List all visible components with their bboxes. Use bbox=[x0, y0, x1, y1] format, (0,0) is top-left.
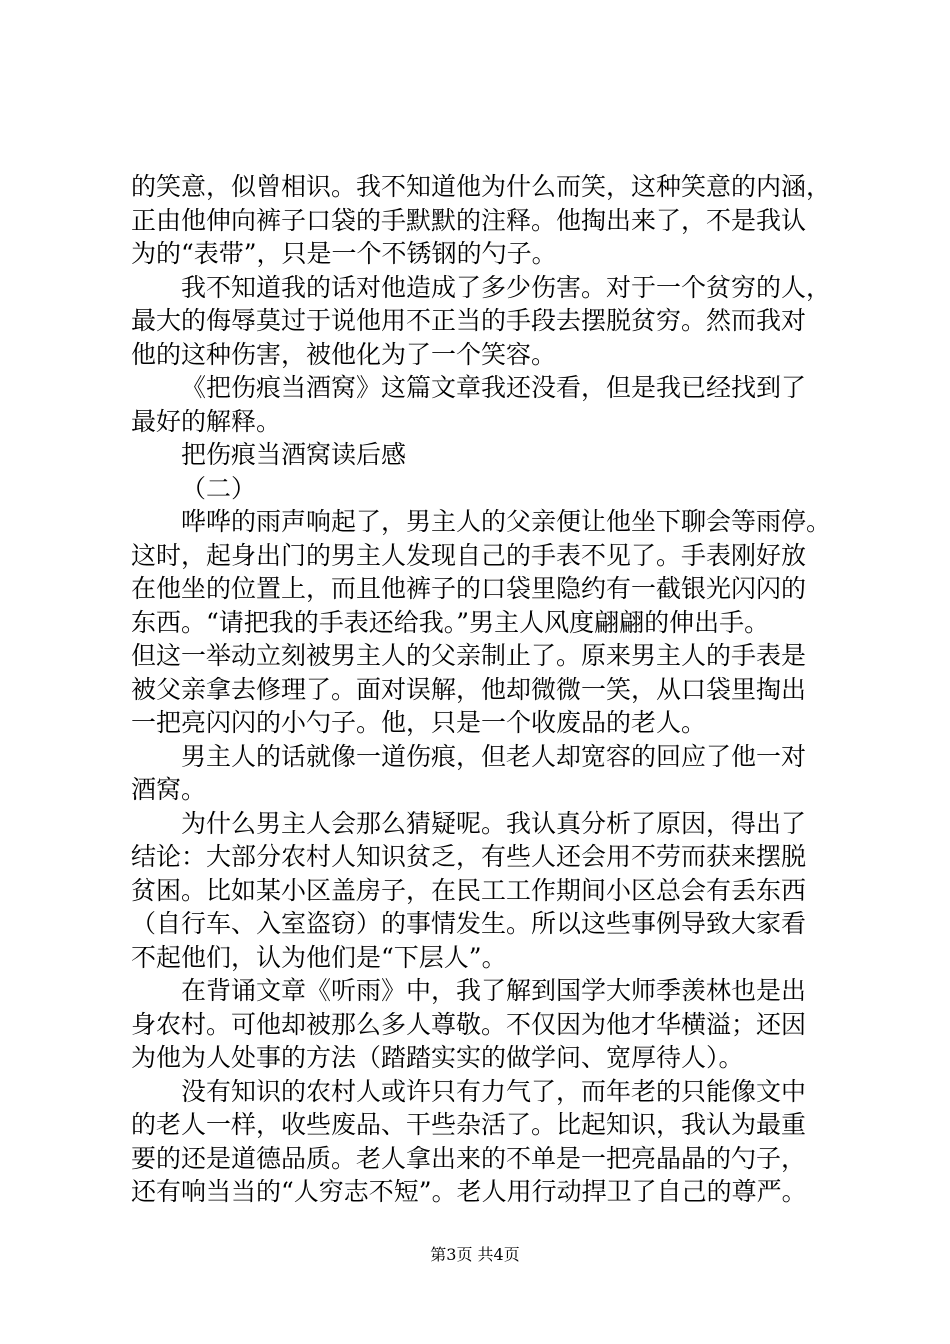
text-line: 把伤痕当酒窝读后感 bbox=[181, 440, 407, 469]
text-line: 的老人一样，收些废品、干些杂活了。比起知识，我认为最重 bbox=[131, 1110, 807, 1139]
text-line: 东西。“请把我的手表还给我。”男主人风度翩翩的伸出手。 bbox=[131, 607, 770, 637]
document-body bbox=[131, 170, 831, 1209]
text-line: 身农村。可他却被那么多人尊敬。不仅因为他才华横溢；还因 bbox=[131, 1009, 807, 1039]
page-footer: 第3页 共4页 bbox=[430, 1245, 520, 1264]
text-line: 我不知道我的话对他造成了多少伤害。对于一个贫穷的人， bbox=[181, 272, 832, 302]
text-line: 没有知识的农村人或许只有力气了，而年老的只能像文中 bbox=[181, 1076, 807, 1106]
text-line: 最好的解释。 bbox=[131, 406, 282, 436]
text-line: 《把伤痕当酒窝》这篇文章我还没看，但是我已经找到了 bbox=[181, 373, 807, 402]
text-line: 为什么男主人会那么猜疑呢。我认真分析了原因，得出了 bbox=[181, 808, 807, 838]
text-line: 一把亮闪闪的小勺子。他，只是一个收废品的老人。 bbox=[131, 708, 707, 737]
text-line: 在他坐的位置上，而且他裤子的口袋里隐约有一截银光闪闪的 bbox=[131, 574, 807, 603]
text-line: 还有响当当的“人穷志不短”。老人用行动捍卫了自己的尊严。 bbox=[131, 1177, 807, 1206]
text-line: 为他为人处事的方法（踏踏实实的做学问、宽厚待人）。 bbox=[131, 1043, 744, 1072]
text-line: 结论：大部分农村人知识贫乏，有些人还会用不劳而获来摆脱 bbox=[131, 842, 807, 871]
text-line: 酒窝。 bbox=[131, 775, 207, 804]
text-line: 要的还是道德品质。老人拿出来的不单是一把亮晶晶的勺子， bbox=[131, 1143, 807, 1173]
text-line: 他的这种伤害，被他化为了一个笑容。 bbox=[131, 339, 557, 369]
text-line: 哗哗的雨声响起了，男主人的父亲便让他坐下聊会等雨停。 bbox=[181, 507, 832, 536]
text-line: 不起他们，认为他们是“下层人”。 bbox=[131, 942, 507, 972]
text-line: 被父亲拿去修理了。面对误解，他却微微一笑，从口袋里掏出 bbox=[131, 674, 807, 704]
text-line: 但这一举动立刻被男主人的父亲制止了。原来男主人的手表是 bbox=[131, 641, 807, 670]
text-line: 为的“表带”，只是一个不锈钢的勺子。 bbox=[131, 239, 557, 268]
text-line: 的笑意，似曾相识。我不知道他为什么而笑，这种笑意的内涵， bbox=[131, 172, 832, 201]
text-line: （自行车、入室盗窃）的事情发生。所以这些事例导致大家看 bbox=[131, 909, 807, 938]
text-line: 在背诵文章《听雨》中，我了解到国学大师季羡林也是出 bbox=[181, 976, 807, 1005]
text-line: （二） bbox=[181, 473, 257, 503]
text-line: 这时，起身出门的男主人发现自己的手表不见了。手表刚好放 bbox=[131, 540, 807, 570]
text-line: 贫困。比如某小区盖房子，在民工工作期间小区总会有丢东西 bbox=[131, 875, 807, 905]
text-line: 正由他伸向裤子口袋的手默默的注释。他掏出来了，不是我认 bbox=[131, 205, 807, 235]
text-line: 最大的侮辱莫过于说他用不正当的手段去摆脱贫穷。然而我对 bbox=[131, 306, 807, 335]
text-line: 男主人的话就像一道伤痕，但老人却宽容的回应了他一对 bbox=[181, 741, 807, 771]
